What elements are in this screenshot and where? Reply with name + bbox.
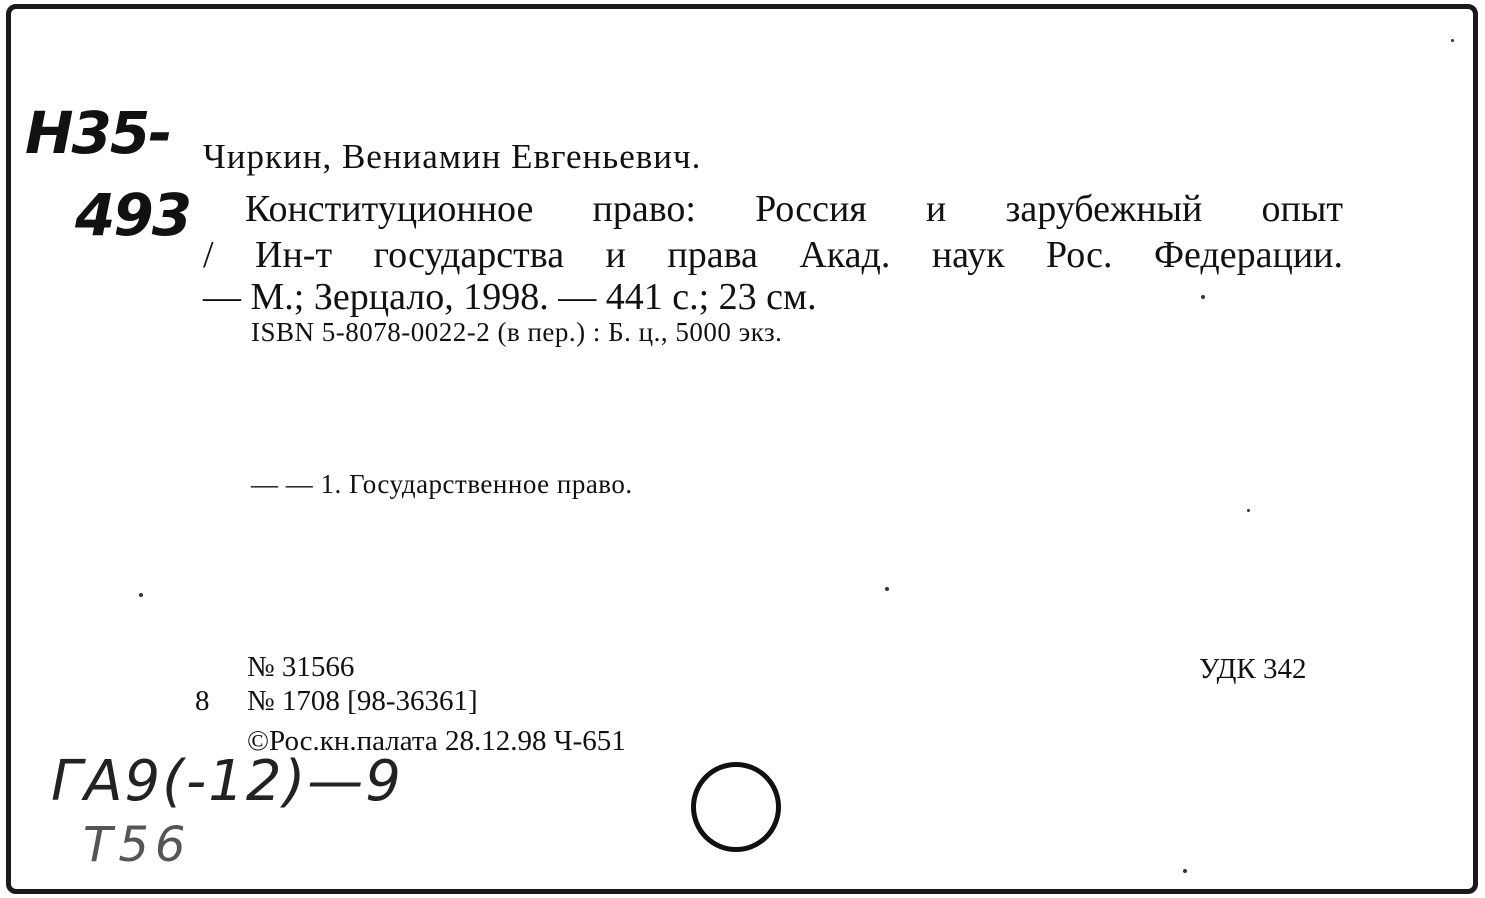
title-line-1: Конституционное право: Россия и зарубежный опыт (245, 188, 1343, 230)
author-heading: Чиркин, Вениамин Евгеньевич. (203, 137, 702, 176)
speck (1451, 39, 1454, 42)
subject-heading: — — 1. Государственное право. (251, 469, 633, 499)
speck (1247, 509, 1250, 512)
isbn-line: ISBN 5-8078-0022-2 (в пер.) : Б. ц., 5000 экз. (251, 317, 783, 347)
record-number: № 31566 (247, 651, 355, 683)
copyright-line: ©Рос.кн.палата 28.12.98 Ч-651 (247, 725, 626, 757)
speck (139, 593, 143, 597)
call-number-line1: Н35- (25, 99, 171, 167)
handwritten-classification: ГА9(-12)—9 (51, 749, 403, 814)
udk-code: УДК 342 (1199, 653, 1307, 685)
catalog-card (6, 4, 1478, 894)
record-number-prefix: 8 (195, 685, 210, 717)
speck (1201, 295, 1205, 299)
punch-hole-icon (691, 762, 781, 852)
speck (1183, 869, 1187, 873)
handwritten-author-mark: Т56 (83, 817, 192, 873)
speck (885, 587, 889, 591)
call-number-line2: 493 (75, 181, 191, 249)
record-number-2: № 1708 [98-36361] (247, 685, 478, 717)
title-line-2: / Ин-т государства и права Акад. наук Рос. Федерации. (203, 234, 1343, 276)
title-line-3: — М.; Зерцало, 1998. — 441 с.; 23 см. (203, 276, 817, 318)
